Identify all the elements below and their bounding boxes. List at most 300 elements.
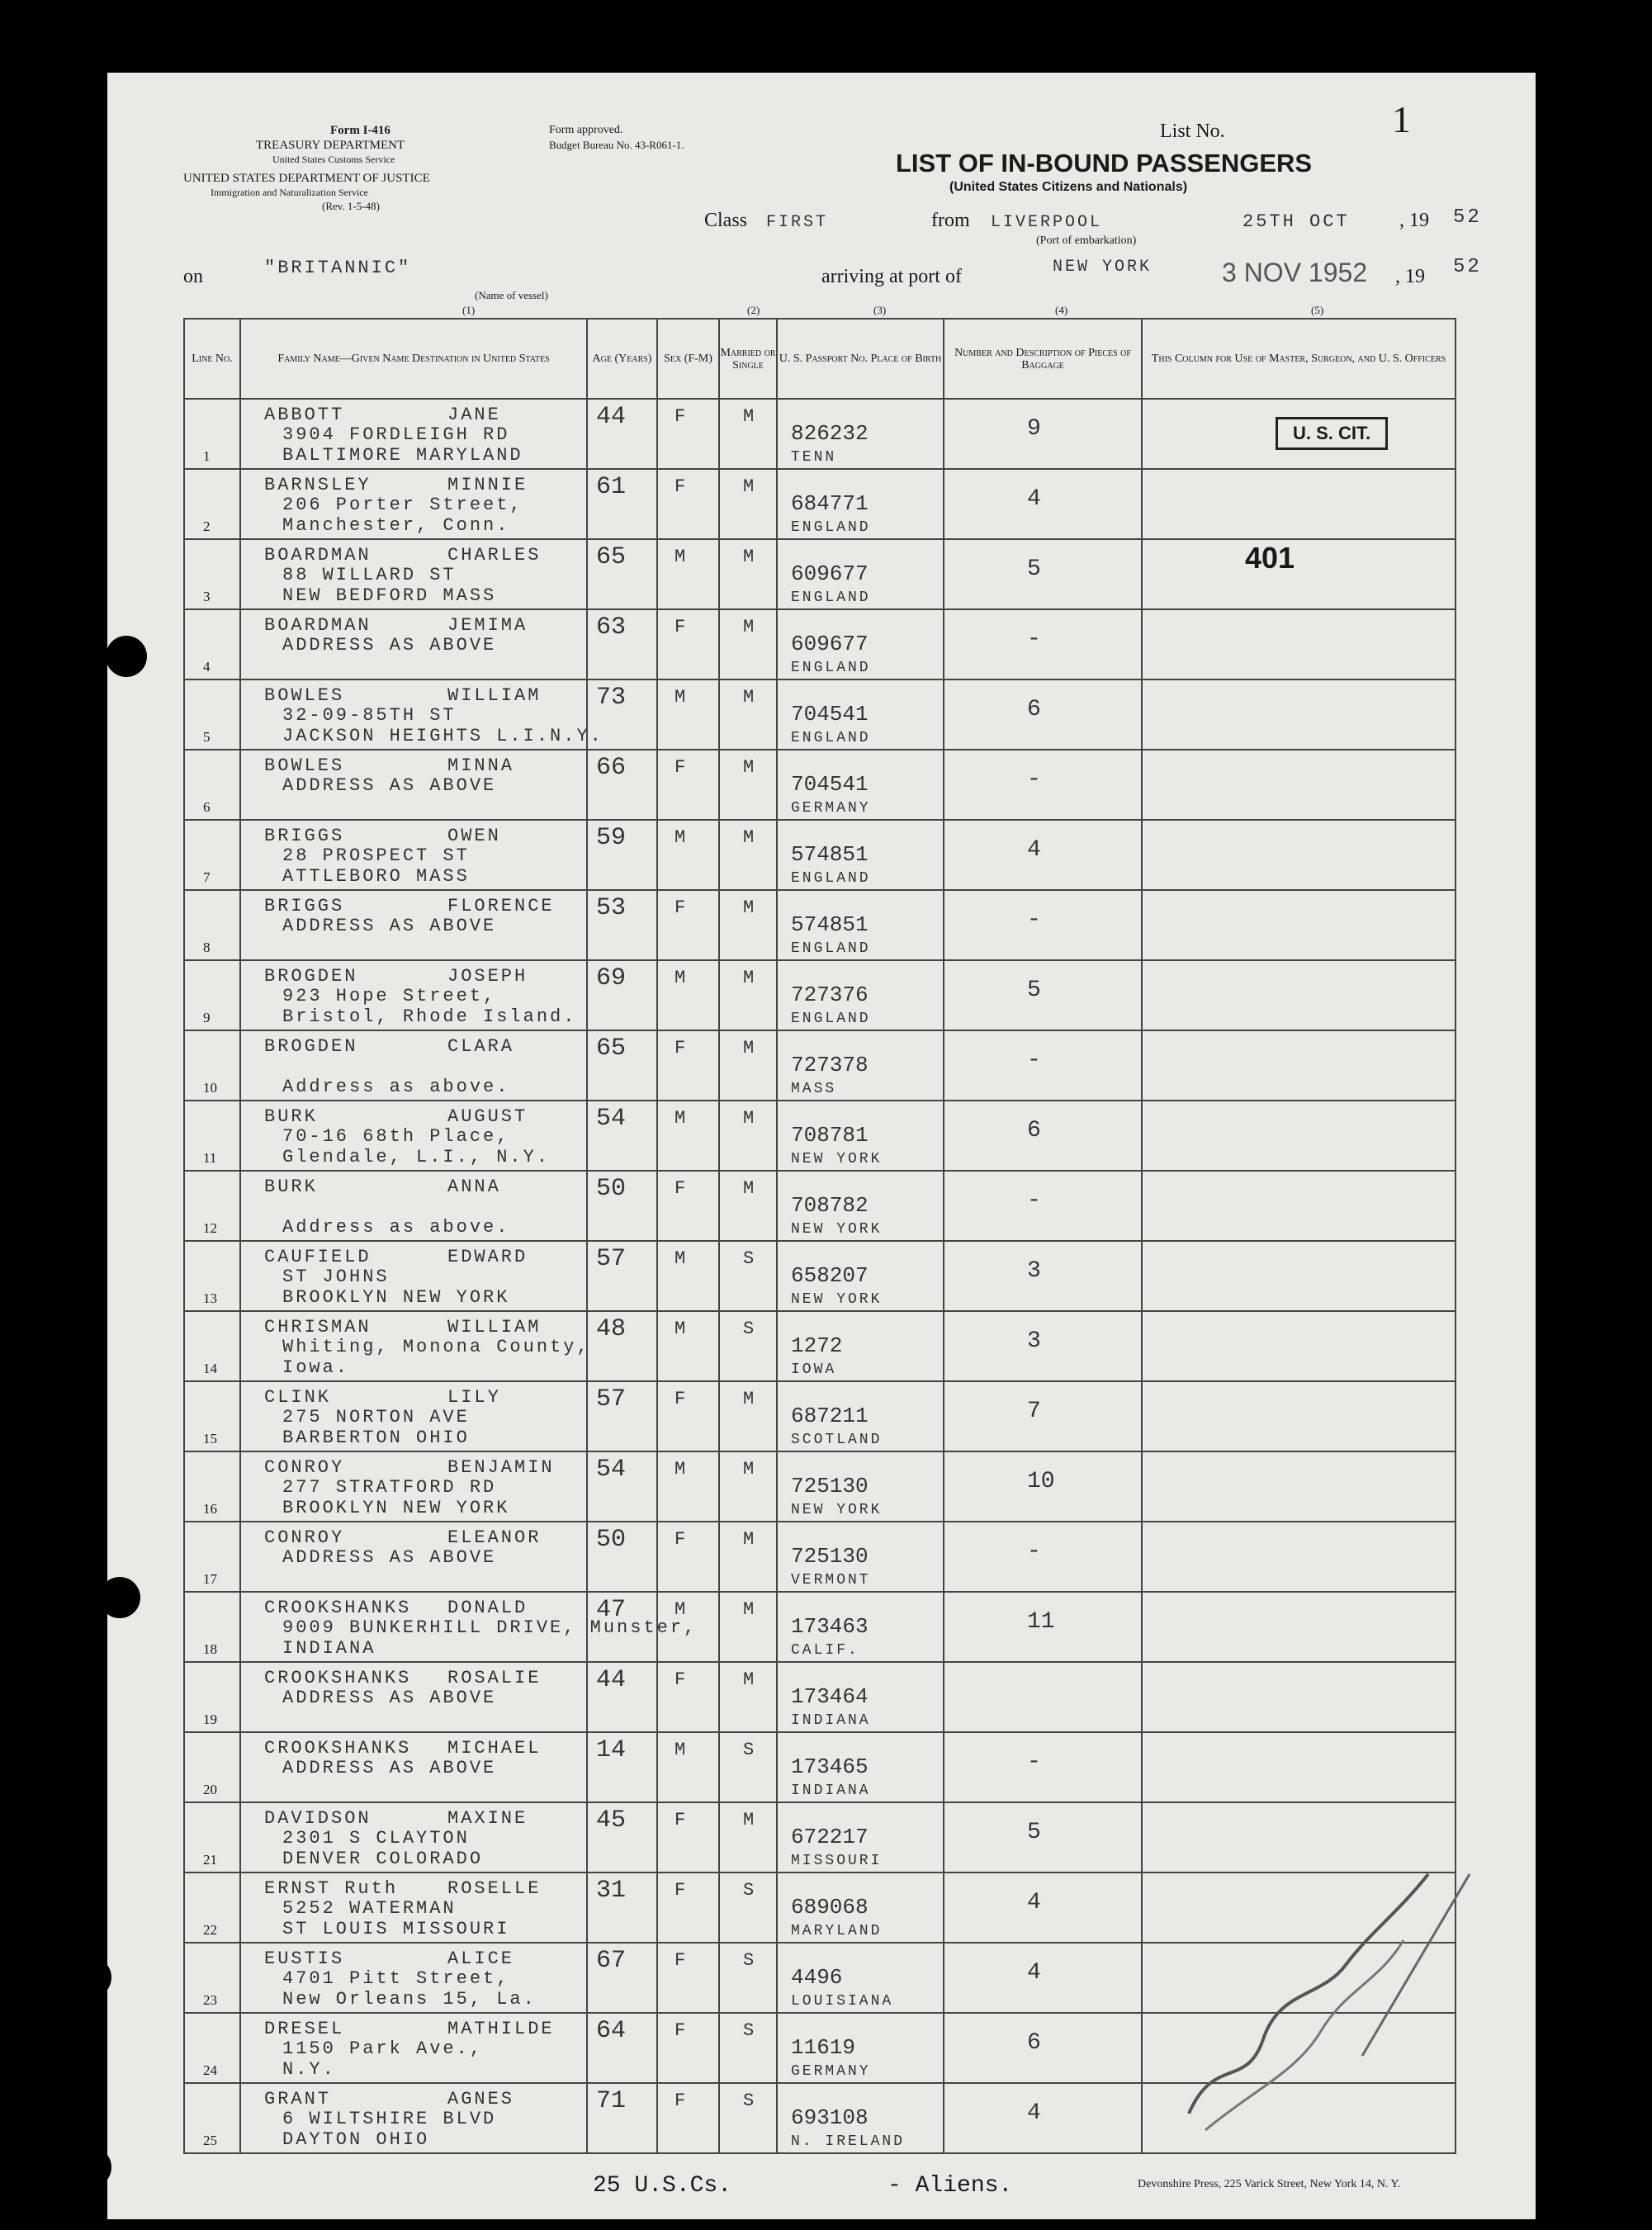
place-of-birth: CALIF.	[791, 1642, 859, 1659]
family-name: CONROY	[264, 1457, 345, 1478]
baggage-cell	[944, 1943, 1142, 2013]
sex-cell	[657, 750, 719, 820]
given-name: AGNES	[447, 2089, 515, 2109]
baggage-count: 5	[1027, 978, 1041, 1003]
baggage-count: -	[1027, 1048, 1041, 1073]
baggage-cell	[944, 890, 1142, 960]
name-cell	[240, 1451, 587, 1522]
baggage-cell	[944, 1802, 1142, 1873]
address-line-1: 6 WILTSHIRE BLVD	[282, 2109, 497, 2129]
arrival-date-stamp: 3 NOV 1952	[1222, 258, 1368, 287]
name-cell	[240, 609, 587, 679]
address-line-1: 923 Hope Street,	[282, 986, 497, 1006]
marital-status: M	[743, 1529, 757, 1550]
age-value: 31	[596, 1877, 627, 1905]
table-row	[184, 1030, 1456, 1101]
passport-number: 574851	[791, 842, 869, 867]
age-value: 73	[596, 684, 627, 712]
address-line-1: 277 STRATFORD RD	[282, 1477, 497, 1498]
married-cell	[719, 469, 777, 539]
address-line-1: ADDRESS AS ABOVE	[282, 635, 497, 656]
given-name: ROSALIE	[447, 1668, 542, 1688]
address-line-1: ADDRESS AS ABOVE	[282, 1688, 497, 1708]
vessel-name: "BRITANNIC"	[264, 258, 412, 278]
on-label: on	[183, 266, 203, 287]
passport-number: 704541	[791, 702, 869, 727]
passport-cell	[777, 1451, 944, 1522]
officers-cell	[1142, 1592, 1456, 1662]
marital-status: S	[743, 2020, 757, 2041]
officers-cell	[1142, 1451, 1456, 1522]
table-row	[184, 1662, 1456, 1732]
baggage-count: 3	[1027, 1258, 1041, 1284]
place-of-birth: LOUISIANA	[791, 1993, 894, 2010]
sex-value: M	[675, 547, 689, 567]
sex-cell	[657, 1101, 719, 1171]
line-number: 18	[203, 1641, 217, 1657]
sex-value: M	[675, 827, 689, 848]
sex-cell	[657, 890, 719, 960]
baggage-count: 6	[1027, 697, 1041, 722]
passport-cell	[777, 609, 944, 679]
arriving-label: arriving at port of	[821, 266, 962, 287]
marital-status: S	[743, 1319, 757, 1339]
address-line-1: 275 NORTON AVE	[282, 1407, 470, 1427]
age-cell	[587, 820, 657, 890]
passport-cell	[777, 1943, 944, 2013]
line-number: 6	[203, 799, 211, 815]
sex-cell	[657, 469, 719, 539]
age-value: 65	[596, 543, 627, 571]
name-cell	[240, 2083, 587, 2153]
marital-status: M	[743, 1810, 757, 1830]
baggage-cell	[944, 1873, 1142, 1943]
baggage-cell	[944, 2013, 1142, 2083]
officers-cell	[1142, 1662, 1456, 1732]
line-number: 11	[203, 1150, 217, 1166]
revision: (Rev. 1-5-48)	[322, 200, 380, 212]
address-line-2: DENVER COLORADO	[282, 1849, 484, 1869]
baggage-cell	[944, 1732, 1142, 1802]
address-line-1: 206 Porter Street,	[282, 495, 523, 515]
baggage-cell	[944, 1522, 1142, 1592]
married-cell	[719, 1311, 777, 1381]
address-line-2: ST LOUIS MISSOURI	[282, 1919, 510, 1939]
line-number: 10	[203, 1080, 217, 1096]
age-cell	[587, 1802, 657, 1873]
officer-number: 401	[1245, 541, 1295, 575]
baggage-cell	[944, 1311, 1142, 1381]
vessel-note: (Name of vessel)	[475, 289, 548, 301]
table-row	[184, 750, 1456, 820]
name-cell	[240, 679, 604, 750]
sex-cell	[657, 1732, 719, 1802]
sex-value: M	[675, 687, 689, 708]
address-line-1: 4701 Pitt Street,	[282, 1968, 510, 1989]
place-of-birth: IOWA	[791, 1361, 837, 1378]
line-cell	[184, 1732, 240, 1802]
marital-status: M	[743, 757, 757, 778]
passport-number: 684771	[791, 491, 869, 516]
address-line-1: 28 PROSPECT ST	[282, 845, 470, 866]
table-row	[184, 1592, 1456, 1662]
address-line-1: ADDRESS AS ABOVE	[282, 775, 497, 796]
sex-value: F	[675, 1529, 689, 1550]
given-name: BENJAMIN	[447, 1457, 555, 1478]
baggage-count: 6	[1027, 2030, 1041, 2056]
age-cell	[587, 1030, 657, 1101]
age-cell	[587, 1592, 657, 1662]
age-value: 48	[596, 1315, 627, 1343]
place-of-birth: MISSOURI	[791, 1853, 883, 1869]
name-cell	[240, 1943, 587, 2013]
sex-value: M	[675, 1248, 689, 1269]
header-name: Family Name—Given Name Destination in United States	[240, 319, 587, 399]
baggage-count: -	[1027, 1539, 1041, 1565]
sex-value: F	[675, 897, 689, 918]
baggage-cell	[944, 609, 1142, 679]
officers-cell	[1142, 1171, 1456, 1241]
given-name: MINNA	[447, 755, 515, 776]
family-name: ABBOTT	[264, 405, 345, 425]
married-cell	[719, 1522, 777, 1592]
class-value: FIRST	[766, 213, 829, 232]
passport-cell	[777, 2083, 944, 2153]
passport-cell	[777, 1873, 944, 1943]
age-value: 64	[596, 2017, 627, 2045]
marital-status: M	[743, 547, 757, 567]
table-row	[184, 399, 1456, 469]
address-line-2: Manchester, Conn.	[282, 515, 510, 536]
customs-service: United States Customs Service	[272, 154, 395, 165]
form-approved: Form approved.	[549, 124, 623, 136]
passport-number: 1272	[791, 1333, 843, 1358]
family-name: BOARDMAN	[264, 615, 372, 636]
place-of-birth: NEW YORK	[791, 1151, 883, 1167]
line-number: 20	[203, 1782, 217, 1797]
arrival-year: 52	[1453, 256, 1482, 278]
officers-cell	[1142, 960, 1456, 1030]
baggage-count: 11	[1027, 1609, 1055, 1635]
sex-cell	[657, 399, 719, 469]
baggage-count: 6	[1027, 1118, 1041, 1143]
age-cell	[587, 1381, 657, 1451]
from-label: from	[931, 210, 970, 231]
officers-cell	[1142, 750, 1456, 820]
age-cell	[587, 960, 657, 1030]
age-cell	[587, 609, 657, 679]
given-name: JOSEPH	[447, 966, 528, 987]
place-of-birth: ENGLAND	[791, 870, 871, 887]
line-number: 25	[203, 2133, 217, 2148]
address-line-2: BROOKLYN NEW YORK	[282, 1498, 510, 1518]
address-line-2: BROOKLYN NEW YORK	[282, 1287, 510, 1308]
given-name: EDWARD	[447, 1247, 528, 1267]
passport-number: 173463	[791, 1614, 869, 1639]
marital-status: M	[743, 476, 757, 497]
sex-value: F	[675, 1178, 689, 1199]
table-row	[184, 960, 1456, 1030]
place-of-birth: VERMONT	[791, 1572, 871, 1588]
baggage-count: -	[1027, 627, 1041, 652]
sex-cell	[657, 820, 719, 890]
age-cell	[587, 679, 657, 750]
line-number: 23	[203, 1992, 217, 2008]
baggage-count: 7	[1027, 1399, 1041, 1424]
sex-cell	[657, 2083, 719, 2153]
sex-value: F	[675, 2090, 689, 2111]
given-name: CHARLES	[447, 545, 542, 566]
passport-number: 708781	[791, 1123, 869, 1148]
punch-hole	[70, 1957, 111, 1998]
given-name: ANNA	[447, 1177, 501, 1197]
passport-cell	[777, 1802, 944, 1873]
address-line-1: 5252 WATERMAN	[282, 1898, 457, 1919]
officers-cell	[1142, 1311, 1456, 1381]
age-value: 63	[596, 613, 627, 642]
name-cell	[240, 399, 587, 469]
line-number: 4	[203, 659, 211, 675]
punch-hole	[70, 2147, 111, 2188]
name-cell	[240, 539, 587, 609]
address-line-2: Address as above.	[282, 1217, 510, 1238]
family-name: ERNST Ruth	[264, 1878, 399, 1899]
place-of-birth: NEW YORK	[791, 1221, 883, 1238]
line-number: 24	[203, 2062, 217, 2078]
baggage-cell	[944, 1662, 1142, 1732]
family-name: BARNSLEY	[264, 475, 372, 495]
age-cell	[587, 750, 657, 820]
place-of-birth: ENGLAND	[791, 940, 871, 957]
citizen-stamp: U. S. CIT.	[1276, 417, 1388, 450]
family-name: DRESEL	[264, 2019, 345, 2039]
officers-cell	[1142, 469, 1456, 539]
officers-cell	[1142, 890, 1456, 960]
place-of-birth: ENGLAND	[791, 730, 871, 746]
ins-service: Immigration and Naturalization Service	[211, 187, 368, 198]
married-cell	[719, 1662, 777, 1732]
line-number: 5	[203, 729, 211, 745]
given-name: JANE	[447, 405, 501, 425]
line-number: 2	[203, 518, 211, 534]
address-line-2: Iowa.	[282, 1357, 350, 1378]
place-of-birth: GERMANY	[791, 2063, 871, 2080]
sex-cell	[657, 2013, 719, 2083]
embarkation-note: (Port of embarkation)	[1036, 234, 1137, 247]
address-line-2: Address as above.	[282, 1077, 510, 1097]
sex-value: F	[675, 1950, 689, 1971]
name-cell	[240, 960, 587, 1030]
line-number: 1	[203, 448, 211, 464]
passport-number: 658207	[791, 1263, 869, 1288]
passport-number: 609677	[791, 561, 869, 586]
baggage-count: 9	[1027, 416, 1041, 442]
place-of-birth: ENGLAND	[791, 1011, 871, 1027]
passport-cell	[777, 1381, 944, 1451]
married-cell	[719, 539, 777, 609]
address-line-1: 1150 Park Ave.,	[282, 2038, 484, 2059]
officers-cell	[1142, 679, 1456, 750]
sex-value: F	[675, 617, 689, 637]
passport-number: 693108	[791, 2105, 869, 2130]
baggage-cell	[944, 820, 1142, 890]
address-line-1: ADDRESS AS ABOVE	[282, 1758, 497, 1778]
marital-status: S	[743, 1740, 757, 1760]
line-number: 14	[203, 1361, 217, 1376]
passport-number: 727376	[791, 982, 869, 1007]
sex-value: M	[675, 1740, 689, 1760]
marital-status: S	[743, 1248, 757, 1269]
baggage-count: 10	[1027, 1469, 1055, 1494]
passport-cell	[777, 1732, 944, 1802]
table-row	[184, 1171, 1456, 1241]
address-line-1: ST JOHNS	[282, 1267, 390, 1287]
officers-cell	[1142, 1101, 1456, 1171]
age-value: 14	[596, 1736, 627, 1764]
table-row	[184, 820, 1456, 890]
citizen-count: 25 U.S.Cs.	[593, 2173, 732, 2199]
married-cell	[719, 960, 777, 1030]
baggage-cell	[944, 750, 1142, 820]
age-cell	[587, 1522, 657, 1592]
age-cell	[587, 1311, 657, 1381]
printer-imprint: Devonshire Press, 225 Varick Street, New York 14, N. Y.	[1138, 2178, 1401, 2190]
married-cell	[719, 1873, 777, 1943]
baggage-count: 3	[1027, 1328, 1041, 1354]
family-name: CROOKSHANKS	[264, 1668, 412, 1688]
baggage-count: -	[1027, 767, 1041, 793]
passport-number: 725130	[791, 1474, 869, 1499]
address-line-1: Whiting, Monona County,	[282, 1337, 590, 1357]
line-cell	[184, 1030, 240, 1101]
col-num-1: (1)	[462, 304, 476, 316]
age-value: 59	[596, 824, 627, 852]
sex-cell	[657, 1802, 719, 1873]
name-cell	[240, 1381, 587, 1451]
sex-cell	[657, 1241, 719, 1311]
age-cell	[587, 1101, 657, 1171]
sex-value: F	[675, 1880, 689, 1901]
address-line-1: 32-09-85TH ST	[282, 705, 457, 726]
place-of-birth: ENGLAND	[791, 589, 871, 606]
line-number: 13	[203, 1290, 217, 1306]
sex-cell	[657, 609, 719, 679]
sex-cell	[657, 1381, 719, 1451]
name-cell	[240, 469, 587, 539]
address-line-1: 9009 BUNKERHILL DRIVE, Munster,	[282, 1617, 698, 1638]
line-cell	[184, 1381, 240, 1451]
married-cell	[719, 1241, 777, 1311]
sex-value: F	[675, 1389, 689, 1409]
sex-value: F	[675, 757, 689, 778]
age-value: 65	[596, 1035, 627, 1063]
age-value: 54	[596, 1105, 627, 1133]
given-name: ALICE	[447, 1948, 515, 1969]
place-of-birth: NEW YORK	[791, 1502, 883, 1518]
header-baggage: Number and Description of Pieces of Baggage	[944, 319, 1142, 399]
baggage-cell	[944, 1381, 1142, 1451]
family-name: CHRISMAN	[264, 1317, 372, 1338]
address-line-2: JACKSON HEIGHTS L.I.N.Y.	[282, 726, 604, 746]
line-cell	[184, 1662, 240, 1732]
name-cell	[240, 1241, 587, 1311]
age-value: 44	[596, 1666, 627, 1694]
baggage-count: 4	[1027, 1890, 1041, 1915]
baggage-count: -	[1027, 1188, 1041, 1214]
married-cell	[719, 1592, 777, 1662]
age-value: 50	[596, 1175, 627, 1203]
table-row	[184, 469, 1456, 539]
alien-count: - Aliens.	[888, 2173, 1013, 2199]
marital-status: M	[743, 897, 757, 918]
baggage-count: -	[1027, 907, 1041, 933]
given-name: ROSELLE	[447, 1878, 542, 1899]
sex-value: F	[675, 1669, 689, 1690]
given-name: LILY	[447, 1387, 501, 1408]
name-cell	[240, 1732, 587, 1802]
age-value: 57	[596, 1245, 627, 1273]
line-number: 12	[203, 1220, 217, 1236]
departure-date: 25TH OCT	[1243, 211, 1350, 232]
sex-value: M	[675, 968, 689, 988]
officers-cell	[1142, 1381, 1456, 1451]
family-name: CONROY	[264, 1527, 345, 1548]
header-married: Married or Single	[719, 319, 777, 399]
line-number: 7	[203, 869, 211, 885]
family-name: GRANT	[264, 2089, 332, 2109]
passport-number: 609677	[791, 632, 869, 656]
marital-status: M	[743, 617, 757, 637]
age-cell	[587, 2083, 657, 2153]
baggage-cell	[944, 1101, 1142, 1171]
passport-number: 574851	[791, 912, 869, 937]
line-cell	[184, 1311, 240, 1381]
name-cell	[240, 1522, 587, 1592]
punch-hole	[66, 263, 107, 304]
line-number: 19	[203, 1712, 217, 1727]
marital-status: M	[743, 827, 757, 848]
sex-cell	[657, 1171, 719, 1241]
sex-cell	[657, 539, 719, 609]
table-row	[184, 1241, 1456, 1311]
officers-cell	[1142, 1030, 1456, 1101]
married-cell	[719, 1030, 777, 1101]
age-cell	[587, 1873, 657, 1943]
line-cell	[184, 1522, 240, 1592]
line-number: 3	[203, 589, 211, 604]
address-line-2: Bristol, Rhode Island.	[282, 1006, 577, 1027]
address-line-1: 88 WILLARD ST	[282, 565, 457, 585]
line-cell	[184, 609, 240, 679]
age-cell	[587, 469, 657, 539]
passport-number: 173465	[791, 1754, 869, 1779]
passport-cell	[777, 890, 944, 960]
family-name: BRIGGS	[264, 826, 345, 846]
family-name: CAUFIELD	[264, 1247, 372, 1267]
place-of-birth: NEW YORK	[791, 1291, 883, 1308]
marital-status: M	[743, 1669, 757, 1690]
passport-cell	[777, 2013, 944, 2083]
baggage-count: 4	[1027, 837, 1041, 863]
married-cell	[719, 679, 777, 750]
line-cell	[184, 1171, 240, 1241]
name-cell	[240, 750, 587, 820]
passport-number: 689068	[791, 1895, 869, 1920]
sex-value: F	[675, 1810, 689, 1830]
passport-cell	[777, 1662, 944, 1732]
address-line-1: 3904 FORDLEIGH RD	[282, 424, 510, 445]
passport-number: 672217	[791, 1825, 869, 1849]
